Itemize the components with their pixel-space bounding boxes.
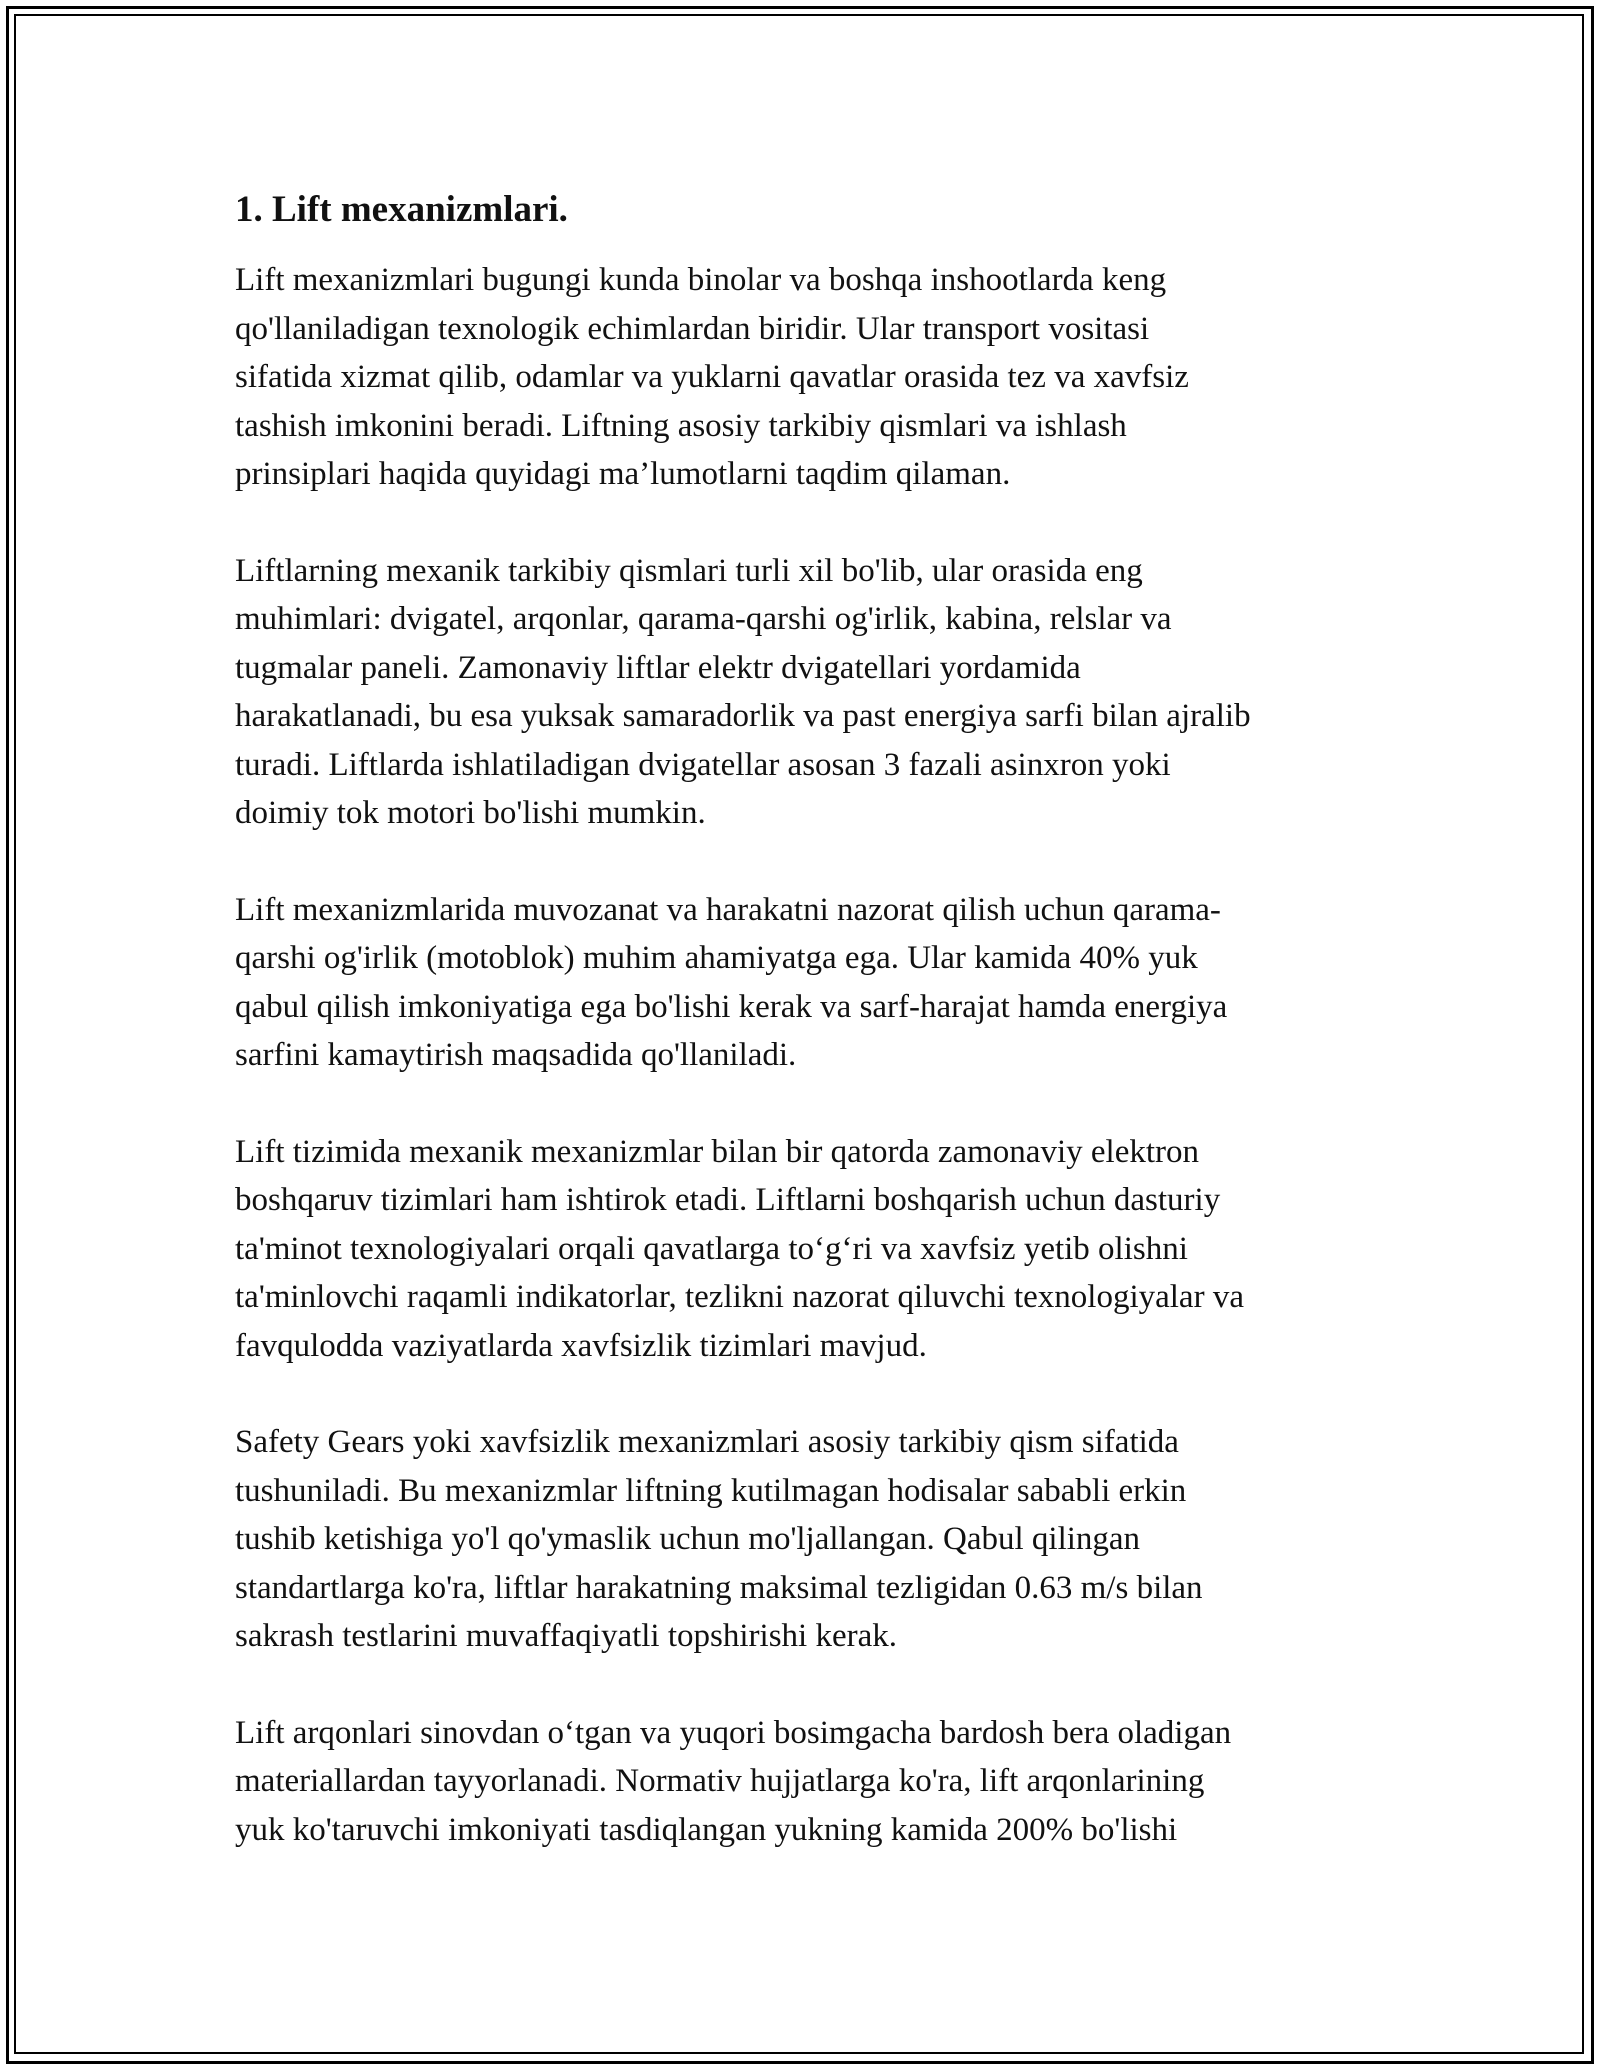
text-line: favqulodda vaziyatlarda xavfsizlik tizimlari mavjud.	[235, 1327, 927, 1364]
text-line: qabul qilish imkoniyatiga ega bo'lishi kerak va sarf-harajat hamda energiya	[235, 988, 1228, 1025]
text-line: qarshi og'irlik (motoblok) muhim ahamiyatga ega. Ular kamida 40% yuk	[235, 940, 1198, 977]
paragraph	[235, 1128, 1375, 1371]
text-line: turadi. Liftlarda ishlatiladigan dvigatellar asosan 3 fazali asinxron yoki	[235, 746, 1171, 783]
text-line: Liftlarning mexanik tarkibiy qismlari turli xil bo'lib, ular orasida eng	[235, 552, 1143, 589]
text-line: muhimlari: dvigatel, arqonlar, qarama-qarshi og'irlik, kabina, relslar va	[235, 601, 1172, 638]
text-line: ta'minlovchi raqamli indikatorlar, tezlikni nazorat qiluvchi texnologiyalar va	[235, 1279, 1244, 1316]
text-line: sakrash testlarini muvaffaqiyatli topshirishi kerak.	[235, 1618, 897, 1655]
text-line: qo'llaniladigan texnologik echimlardan biridir. Ular transport vositasi	[235, 310, 1150, 347]
text-line: Safety Gears yoki xavfsizlik mexanizmlari asosiy tarkibiy qism sifatida	[235, 1424, 1179, 1461]
text-line: yuk ko'taruvchi imkoniyati tasdiqlangan yukning kamida 200% bo'lishi	[235, 1811, 1178, 1848]
text-line: tushib ketishiga yo'l qo'ymaslik uchun mo'ljallangan. Qabul qilingan	[235, 1521, 1141, 1558]
text-line: doimiy tok motori bo'lishi mumkin.	[235, 795, 706, 832]
paragraph-list	[235, 256, 1375, 1854]
text-line: tugmalar paneli. Zamonaviy liftlar elektr dvigatellari yordamida	[235, 649, 1081, 686]
text-line: sifatida xizmat qilib, odamlar va yuklarni qavatlar orasida tez va xavfsiz	[235, 359, 1189, 396]
text-line: harakatlanadi, bu esa yuksak samaradorlik va past energiya sarfi bilan ajralib	[235, 698, 1251, 735]
paragraph	[235, 547, 1375, 838]
text-line: Lift tizimida mexanik mexanizmlar bilan bir qatorda zamonaviy elektron	[235, 1133, 1199, 1170]
text-line: Lift mexanizmlari bugungi kunda binolar va boshqa inshootlarda keng	[235, 262, 1167, 299]
text-line: tashish imkonini beradi. Liftning asosiy tarkibiy qismlari va ishlash	[235, 407, 1127, 444]
paragraph	[235, 1418, 1375, 1661]
section-heading: 1. Lift mexanizmlari.	[235, 189, 568, 230]
text-line: sarfini kamaytirish maqsadida qo'llaniladi.	[235, 1037, 797, 1074]
text-line: Lift arqonlari sinovdan o‘tgan va yuqori bosimgacha bardosh bera oladigan	[235, 1714, 1232, 1751]
text-line: boshqaruv tizimlari ham ishtirok etadi. Liftlarni boshqarish uchun dasturiy	[235, 1182, 1221, 1219]
text-line: materiallardan tayyorlanadi. Normativ hujjatlarga ko'ra, lift arqonlarining	[235, 1763, 1205, 1800]
paragraph	[235, 886, 1375, 1080]
text-line: tushuniladi. Bu mexanizmlar liftning kutilmagan hodisalar sababli erkin	[235, 1472, 1187, 1509]
text-line: ta'minot texnologiyalari orqali qavatlarga to‘g‘ri va xavfsiz yetib olishni	[235, 1230, 1188, 1267]
document-body	[235, 186, 1375, 1902]
text-line: Lift mexanizmlarida muvozanat va harakatni nazorat qilish uchun qarama-	[235, 891, 1221, 928]
text-line: standartlarga ko'ra, liftlar harakatning maksimal tezligidan 0.63 m/s bilan	[235, 1569, 1203, 1606]
paragraph	[235, 1709, 1375, 1855]
paragraph	[235, 256, 1375, 499]
text-line: prinsiplari haqida quyidagi ma’lumotlarni taqdim qilaman.	[235, 456, 1011, 493]
